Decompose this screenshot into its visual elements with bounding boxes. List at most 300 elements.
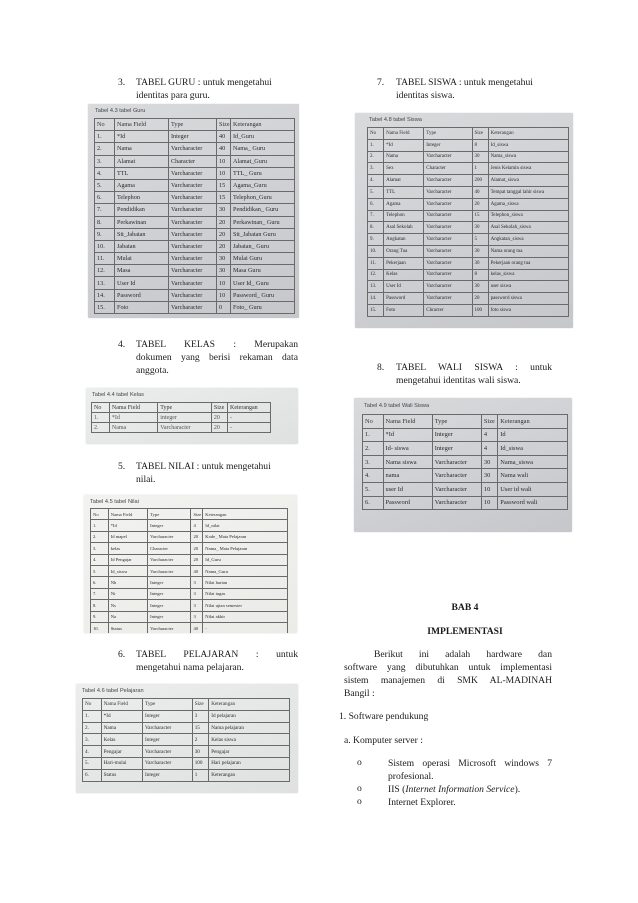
table-cell: 40 (191, 565, 203, 576)
paragraph-line: sistem manajemen di SMK AL-MADINAH (344, 675, 552, 686)
section-heading: 1. Software pendukung (339, 711, 429, 722)
table-row (95, 143, 295, 155)
table-cell: 20 (217, 228, 231, 240)
table-cell: Varcharacter (432, 469, 481, 483)
table-cell: TTL (384, 186, 424, 198)
table-cell: Integer (148, 600, 191, 611)
table-cell: Varcharacter (169, 277, 217, 289)
column-header: Nama Field (108, 509, 147, 520)
table-cell: foto siswa (488, 304, 568, 316)
table-cell: 13. (368, 281, 384, 293)
table-cell: Id pelajaran (209, 710, 290, 722)
table-cell: Telephon_siswa (488, 210, 568, 222)
table-row (91, 531, 288, 542)
table-cell: Varcharacter (169, 253, 217, 265)
table-cell: user Id (383, 482, 432, 496)
table-cell: Varcharacter (169, 216, 217, 228)
table-cell: Pekerjaan (384, 257, 424, 269)
table-cell: Id_Guru (203, 554, 288, 565)
item-line: TABEL SISWA : untuk mengetahui (396, 77, 533, 88)
table-row (91, 577, 288, 588)
table-cell: Varcharacter (424, 210, 472, 222)
table-cell: 3. (91, 543, 109, 554)
table-nilai (90, 508, 288, 633)
table-cell: user siswa (488, 281, 568, 293)
chapter-number: BAB 4 (451, 602, 479, 613)
table-cell: 10 (217, 167, 231, 179)
table-row (91, 600, 288, 611)
table-row (91, 622, 288, 633)
table-row (368, 186, 569, 198)
table-kelas (91, 402, 271, 433)
table-cell: 6. (91, 577, 109, 588)
table-cell: 20 (217, 216, 231, 228)
table-cell: Nama_Guru (203, 565, 288, 576)
item-line: TABEL PELAJARAN : untuk (136, 649, 298, 660)
table-row (91, 611, 288, 622)
table-cell: Integer (143, 769, 193, 781)
table-cell: Chracter (424, 304, 472, 316)
table-header-row (83, 699, 290, 711)
table-row (83, 757, 290, 769)
table-cell: 9. (91, 611, 109, 622)
table-cell: 20 (472, 198, 488, 210)
table-row (368, 269, 569, 281)
table-caption: Tabel 4.5 tabel Nilai (90, 499, 139, 505)
table-row (368, 281, 569, 293)
table-cell: 2. (95, 143, 115, 155)
table-cell: Pendidikan (115, 204, 169, 216)
paragraph-line: Bangil : (344, 688, 375, 699)
table-cell: Id Pengajar (108, 554, 147, 565)
table-caption: Tabel 4.3 tabel Guru (95, 108, 146, 114)
column-header: Size (191, 509, 203, 520)
table-cell: 10. (95, 240, 115, 252)
table-cell: Varcharacter (432, 455, 481, 469)
table-cell: Id_siswa (488, 139, 568, 151)
chapter-title: IMPLEMENTASI (427, 626, 503, 637)
table-cell: Character (148, 543, 191, 554)
table-cell: Angkatan (384, 234, 424, 246)
table-cell: 1. (83, 710, 102, 722)
item-line: mengetahui nama pelajaran. (136, 662, 244, 673)
table-cell: Varcharacter (169, 289, 217, 301)
item-number: 7. (377, 77, 385, 88)
column-header: Nama Field (101, 699, 142, 711)
table-row (363, 442, 568, 456)
table-cell: Varcharacter (169, 301, 217, 313)
table-cell: User Id (115, 277, 169, 289)
item-line: TABEL WALI SISWA : untuk (396, 362, 552, 373)
table-cell: 30 (472, 245, 488, 257)
table-cell: Integer (148, 577, 191, 588)
table-cell: Password (384, 293, 424, 305)
table-row (368, 293, 569, 305)
table-cell: Id- siswa (383, 442, 432, 456)
table-cell: Nama_ Guru (231, 143, 295, 155)
table-cell: Stt_Jabatan (115, 228, 169, 240)
table-row (95, 192, 295, 204)
column-header: Keterangan (209, 699, 290, 711)
table-row (95, 155, 295, 167)
column-header: Keterangan (231, 119, 295, 131)
table-row (368, 151, 569, 163)
table-cell: *Id (101, 710, 142, 722)
item-number: 3. (118, 77, 126, 88)
table-cell: Kelas (384, 269, 424, 281)
table-header-row (363, 415, 568, 429)
table-cell: Jenis Kelamin siswa (488, 163, 568, 175)
table-cell: Alamat (384, 175, 424, 187)
table-cell: 2. (92, 423, 110, 433)
table-cell: Integer (148, 588, 191, 599)
table-cell: *Id (115, 131, 169, 143)
table-row (95, 301, 295, 313)
table-cell: Nama wali (498, 469, 568, 483)
table-cell: Telephon (115, 192, 169, 204)
table-row (368, 198, 569, 210)
table-cell: Alamat_siswa (488, 175, 568, 187)
column-header: Type (158, 403, 212, 413)
column-header: Nama Field (383, 415, 432, 429)
bullet-mark: o (357, 783, 362, 794)
table-cell: Keterangan (209, 769, 290, 781)
table-cell: 30 (217, 265, 231, 277)
table-cell: 6. (363, 496, 384, 510)
table-row (368, 245, 569, 257)
table-cell: Pendidikan_ Guru (231, 204, 295, 216)
table-row (368, 257, 569, 269)
table-cell: 14. (368, 293, 384, 305)
table-cell: Varcharacter (148, 565, 191, 576)
table-row (83, 710, 290, 722)
table-cell: Varcharacter (424, 222, 472, 234)
table-cell: Kelas (101, 734, 142, 746)
table-cell: 20 (211, 423, 227, 433)
table-cell: Telephon (384, 210, 424, 222)
table-cell: 40 (217, 131, 231, 143)
table-cell: Nama (101, 722, 142, 734)
table-row (92, 423, 271, 433)
table-cell: Masa (115, 265, 169, 277)
table-cell: 12. (368, 269, 384, 281)
table-cell: 2. (363, 442, 384, 456)
table-row (95, 289, 295, 301)
table-cell: 3 (191, 600, 203, 611)
table-cell: 1. (92, 413, 110, 423)
table-cell: 40 (191, 622, 203, 633)
table-cell: Jabatan_ Guru (231, 240, 295, 252)
table-cell: 15. (368, 304, 384, 316)
table-row (368, 304, 569, 316)
table-cell: Foto (115, 301, 169, 313)
table-row (95, 179, 295, 191)
table-cell: 30 (472, 151, 488, 163)
table-cell: Varcharacter (424, 151, 472, 163)
table-cell: Id_Guru (231, 131, 295, 143)
table-cell: Angkatan_siswa (488, 234, 568, 246)
table-cell: 4. (83, 746, 102, 758)
table-cell: Varcharacter (158, 423, 212, 433)
table-cell: Perkawinan_ Guru (231, 216, 295, 228)
table-cell: Jabatan (115, 240, 169, 252)
table-cell: Agama_siswa (488, 198, 568, 210)
table-cell: Nama pelajaran (209, 722, 290, 734)
table-cell: kelas (108, 543, 147, 554)
table-wali-photo (354, 398, 572, 532)
table-cell: 30 (472, 257, 488, 269)
column-header: Type (432, 415, 481, 429)
table-cell: Varcharacter (169, 167, 217, 179)
table-siswa-photo (355, 113, 573, 328)
table-cell: Nama (115, 143, 169, 155)
table-cell: Varcharacter (432, 482, 481, 496)
table-cell: Nama_siswa (488, 151, 568, 163)
table-row (91, 543, 288, 554)
item-number: 4. (118, 339, 126, 350)
table-cell: 30 (481, 455, 497, 469)
table-cell: Pekerjaan orang tua (488, 257, 568, 269)
table-cell: *Id (384, 139, 424, 151)
table-cell: Varcharacter (424, 198, 472, 210)
table-cell: Mulai (115, 253, 169, 265)
table-cell: 2 (192, 734, 209, 746)
table-row (92, 413, 271, 423)
table-row (363, 455, 568, 469)
table-row (368, 222, 569, 234)
table-cell: 14. (95, 289, 115, 301)
table-cell: Varcharacter (424, 257, 472, 269)
table-cell: Varcharacter (424, 186, 472, 198)
table-cell: 6. (83, 769, 102, 781)
table-cell: 15 (217, 179, 231, 191)
table-caption: Tabel 4.4 tabel Kelas (92, 392, 144, 398)
table-cell: 30 (481, 469, 497, 483)
table-cell: 4. (368, 175, 384, 187)
item-line: anggota. (136, 365, 169, 376)
table-row (83, 722, 290, 734)
table-cell: 1 (472, 163, 488, 175)
table-cell: Nama orang tua (488, 245, 568, 257)
table-cell: Integer (148, 611, 191, 622)
table-cell: Perkawinan (115, 216, 169, 228)
table-cell: *Id (108, 520, 147, 531)
table-cell: Tempat tanggal lahir siswa (488, 186, 568, 198)
bullet-mark: o (357, 796, 362, 807)
table-cell: Varcharacter (169, 192, 217, 204)
table-caption: Tabel 4.8 tabel Siswa (369, 117, 422, 123)
table-row (368, 163, 569, 175)
column-header: No (91, 509, 109, 520)
table-cell: Password (115, 289, 169, 301)
table-header-row (95, 119, 295, 131)
column-header: Keterangan (228, 403, 271, 413)
table-cell: 5. (91, 565, 109, 576)
table-cell: 5. (95, 179, 115, 191)
table-cell: 4. (91, 554, 109, 565)
table-cell: Character (169, 155, 217, 167)
table-cell: 100 (472, 304, 488, 316)
table-cell: Agama (115, 179, 169, 191)
table-cell: Kelas siswa (209, 734, 290, 746)
table-cell: 30 (472, 281, 488, 293)
table-wali (362, 414, 568, 510)
table-cell: Varcharacter (143, 722, 193, 734)
table-cell: 1. (368, 139, 384, 151)
item-line: nilai. (136, 474, 156, 485)
table-cell: Nama_ Mata Pelajaran (203, 543, 288, 554)
table-row (91, 520, 288, 531)
table-cell: Password_ Guru (231, 289, 295, 301)
table-cell: Mulai Guru (231, 253, 295, 265)
table-cell: Telephon_Guru (231, 192, 295, 204)
table-cell: Hari pelajaran (209, 757, 290, 769)
table-row (363, 482, 568, 496)
table-cell: - (203, 622, 288, 633)
paragraph-line: Berikut ini adalah hardware dan (374, 649, 552, 660)
table-cell: Varcharacter (424, 281, 472, 293)
table-cell: 20 (191, 531, 203, 542)
table-cell: Varcharacter (169, 204, 217, 216)
column-header: Size (472, 128, 488, 140)
table-cell: 7. (91, 588, 109, 599)
table-row (95, 253, 295, 265)
subsection-heading: a. Komputer server : (344, 735, 423, 746)
item-number: 5. (118, 461, 126, 472)
table-cell: 15 (192, 722, 209, 734)
table-cell: Pengajar (101, 746, 142, 758)
item-line: identitas siswa. (396, 90, 455, 101)
table-header-row (91, 509, 288, 520)
table-cell: 10 (217, 289, 231, 301)
table-cell: Integer (143, 710, 193, 722)
table-cell: 8 (472, 139, 488, 151)
table-cell: User Id (384, 281, 424, 293)
table-nilai-photo (84, 495, 297, 633)
table-cell: integer (158, 413, 212, 423)
table-cell: Varcharacter (143, 746, 193, 758)
table-row (368, 139, 569, 151)
table-cell: Sex (384, 163, 424, 175)
column-header: Type (148, 509, 191, 520)
table-cell: Varcharacter (432, 496, 481, 510)
table-cell: Asal Sekolah (384, 222, 424, 234)
column-header: Type (169, 119, 217, 131)
column-header: No (363, 415, 384, 429)
table-guru-photo (88, 104, 299, 318)
table-cell: Varcharacter (148, 622, 191, 633)
table-cell: Integer (143, 734, 193, 746)
table-cell: Varcharacter (424, 234, 472, 246)
table-cell: 13. (95, 277, 115, 289)
table-cell: Integer (148, 520, 191, 531)
table-row (368, 210, 569, 222)
table-cell: Nilai ujian semester (203, 600, 288, 611)
table-cell: 3. (83, 734, 102, 746)
table-row (91, 565, 288, 576)
table-cell: kelas_siswa (488, 269, 568, 281)
column-header: No (92, 403, 110, 413)
table-cell: 30 (192, 746, 209, 758)
item-line: TABEL GURU : untuk mengetahui (136, 77, 272, 88)
table-cell: Pengajar (209, 746, 290, 758)
table-cell: Agama (384, 198, 424, 210)
table-cell: 3 (191, 588, 203, 599)
table-cell: 20 (191, 554, 203, 565)
table-cell: 10 (217, 155, 231, 167)
table-row (368, 234, 569, 246)
table-cell: 1. (95, 131, 115, 143)
table-pelajaran-photo (76, 684, 298, 793)
table-cell: Id_siswa (498, 442, 568, 456)
table-cell: Asal Sekolah_siswa (488, 222, 568, 234)
table-cell: 4. (95, 167, 115, 179)
table-cell: 20 (472, 293, 488, 305)
table-cell: 30 (217, 204, 231, 216)
table-cell: Id (498, 428, 568, 442)
item-line: identitas para guru. (136, 90, 210, 101)
table-cell: 2. (368, 151, 384, 163)
table-row (95, 131, 295, 143)
column-header: Type (424, 128, 472, 140)
table-cell: Id_siswa (108, 565, 147, 576)
table-cell: 11. (95, 253, 115, 265)
table-cell: *Id (383, 428, 432, 442)
table-cell: 10. (91, 622, 109, 633)
table-cell: Integer (432, 428, 481, 442)
table-cell: 8 (472, 269, 488, 281)
table-kelas-photo (86, 388, 298, 444)
table-cell: 1. (363, 428, 384, 442)
table-cell: 40 (472, 186, 488, 198)
table-cell: Password wali (498, 496, 568, 510)
table-cell: 8. (368, 222, 384, 234)
table-cell: 20 (191, 543, 203, 554)
table-cell: 1 (192, 769, 209, 781)
table-cell: User Id_ Guru (231, 277, 295, 289)
table-cell: Id mapel (108, 531, 147, 542)
column-header: Keterangan (203, 509, 288, 520)
table-row (95, 277, 295, 289)
table-row (363, 496, 568, 510)
table-cell: 3. (95, 155, 115, 167)
column-header: No (95, 119, 115, 131)
column-header: Type (143, 699, 193, 711)
item-line: TABEL NILAI : untuk mengetahui (136, 461, 271, 472)
table-cell: Alamat (115, 155, 169, 167)
table-cell: 0 (217, 301, 231, 313)
table-cell: Status (101, 769, 142, 781)
table-cell: 3 (191, 611, 203, 622)
column-header: No (83, 699, 102, 711)
table-cell: 40 (217, 143, 231, 155)
table-cell: User id wali (498, 482, 568, 496)
column-header: Nama Field (115, 119, 169, 131)
table-row (83, 746, 290, 758)
table-cell: Nama (109, 423, 157, 433)
table-cell: Foto (384, 304, 424, 316)
table-cell: 5 (472, 234, 488, 246)
table-siswa (367, 127, 569, 317)
table-cell: TTL_ Guru (231, 167, 295, 179)
table-cell: 100 (192, 757, 209, 769)
table-cell: Ns (108, 600, 147, 611)
table-cell: nama (383, 469, 432, 483)
table-header-row (368, 128, 569, 140)
table-row (95, 265, 295, 277)
table-cell: 7. (368, 210, 384, 222)
table-guru (94, 118, 295, 314)
